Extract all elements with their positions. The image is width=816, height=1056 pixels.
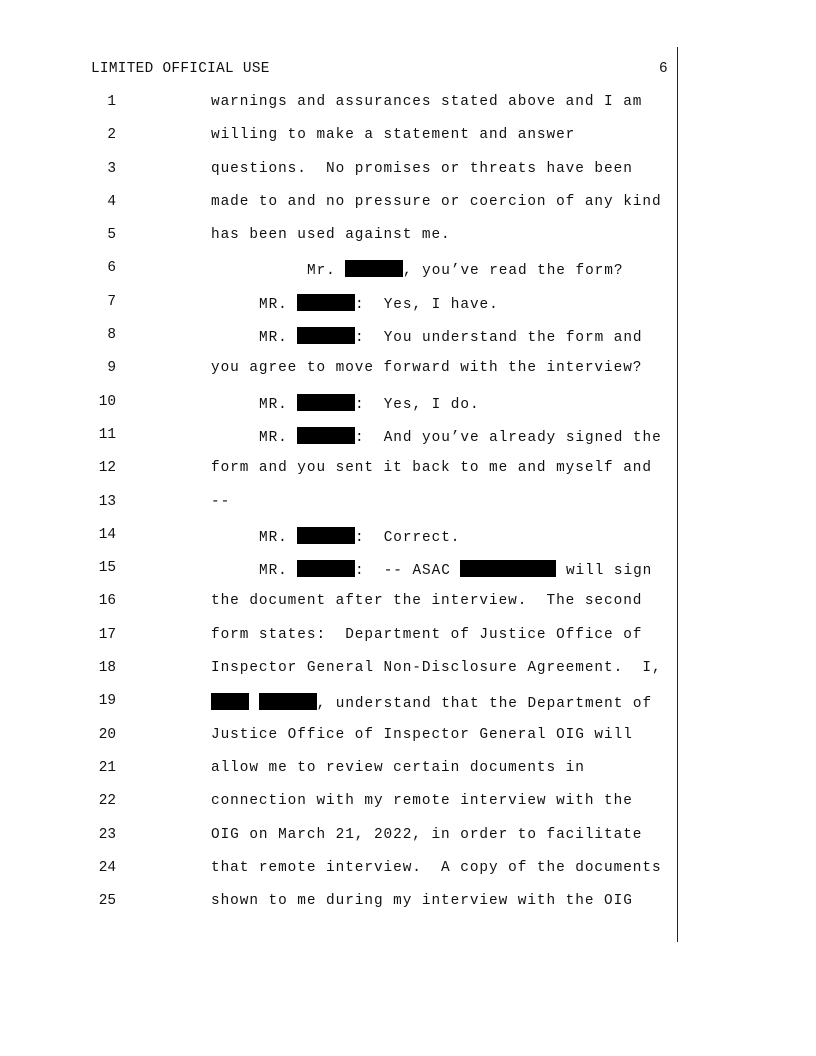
line-text: [211, 460, 652, 476]
line-text: [259, 560, 652, 579]
text-segment: made to and no pressure or coercion of any kind: [211, 193, 662, 210]
redaction-box: [297, 560, 355, 577]
text-segment: , you’ve read the form?: [402, 263, 624, 280]
transcript-line: [0, 161, 816, 194]
redaction-box: [460, 560, 556, 577]
transcript-line: [0, 227, 816, 260]
transcript-line: [0, 860, 816, 893]
text-segment: has been used against me.: [211, 227, 451, 244]
line-number: 18: [98, 660, 116, 677]
transcript-line: [0, 394, 816, 427]
text-segment: form states: Department of Justice Office of: [211, 626, 643, 643]
line-number: 5: [107, 227, 116, 244]
line-number: 23: [98, 826, 116, 843]
line-number: 6: [107, 260, 116, 277]
line-text: [211, 760, 585, 776]
text-segment: connection with my remote interview with the: [211, 793, 633, 810]
text-segment: : Correct.: [354, 529, 461, 546]
line-number: 19: [98, 693, 116, 710]
text-segment: that remote interview. A copy of the documents: [211, 859, 662, 876]
transcript-line: [0, 760, 816, 793]
text-segment: allow me to review certain documents in: [211, 759, 585, 776]
line-number: 14: [98, 526, 116, 543]
line-number: 3: [107, 160, 116, 177]
line-text: [211, 893, 633, 909]
line-number: 9: [107, 360, 116, 377]
redaction-box: [259, 693, 317, 710]
line-number: 15: [98, 560, 116, 577]
line-text: [259, 394, 480, 413]
line-number: 25: [98, 893, 116, 910]
transcript-line: [0, 360, 816, 393]
text-segment: : -- ASAC: [354, 563, 461, 580]
line-text: [211, 127, 575, 143]
page-number: 6: [659, 61, 668, 77]
text-segment: --: [211, 493, 231, 510]
transcript-line: [0, 627, 816, 660]
transcript-line: [0, 827, 816, 860]
line-text: [211, 660, 662, 676]
transcript-line: [0, 593, 816, 626]
transcript-line: [0, 660, 816, 693]
text-segment: [249, 696, 259, 712]
line-number: 7: [107, 293, 116, 310]
redaction-box: [297, 527, 355, 544]
line-text: [259, 427, 662, 446]
transcript-line: [0, 294, 816, 327]
text-segment: MR.: [259, 429, 298, 446]
transcript-line: [0, 427, 816, 460]
line-text: [307, 260, 623, 279]
line-number: 1: [107, 94, 116, 110]
redaction-box: [345, 260, 403, 277]
transcript-body: [0, 94, 816, 926]
text-segment: Justice Office of Inspector General OIG will: [211, 726, 633, 743]
redaction-box: [297, 427, 355, 444]
line-number: 16: [98, 593, 116, 610]
redaction-box: [211, 693, 249, 710]
text-segment: MR.: [259, 330, 298, 347]
line-number: 11: [98, 426, 116, 443]
line-number: 2: [107, 127, 116, 144]
line-text: [259, 294, 499, 313]
transcript-line: [0, 194, 816, 227]
transcript-line: [0, 793, 816, 826]
line-number: 17: [98, 626, 116, 643]
redaction-box: [297, 394, 355, 411]
transcript-line: [0, 693, 816, 726]
transcript-line: [0, 527, 816, 560]
text-segment: : And you’ve already signed the: [354, 429, 662, 446]
line-text: [211, 593, 642, 609]
transcript-line: [0, 127, 816, 160]
text-segment: the document after the interview. The second: [211, 593, 643, 610]
text-segment: : Yes, I have.: [354, 296, 499, 313]
line-text: [259, 327, 643, 346]
text-segment: : You understand the form and: [354, 330, 643, 347]
line-text: [211, 161, 633, 177]
transcript-line: [0, 260, 816, 293]
text-segment: you agree to move forward with the interview?: [211, 360, 643, 377]
line-number: 8: [107, 327, 116, 344]
line-text: [211, 793, 633, 809]
transcript-line: [0, 560, 816, 593]
line-number: 21: [98, 759, 116, 776]
line-text: [211, 227, 451, 243]
line-text: [211, 627, 642, 643]
transcript-line: [0, 494, 816, 527]
transcript-line: [0, 893, 816, 926]
line-number: 13: [98, 493, 116, 510]
text-segment: : Yes, I do.: [354, 396, 480, 413]
redaction-box: [297, 327, 355, 344]
line-text: [211, 360, 642, 376]
line-number: 10: [98, 393, 116, 410]
line-number: 22: [98, 793, 116, 810]
transcript-line: [0, 460, 816, 493]
text-segment: , understand that the Department of: [316, 696, 653, 713]
text-segment: warnings and assurances stated above and I am: [211, 94, 643, 110]
line-text: [211, 194, 662, 210]
text-segment: Inspector General Non-Disclosure Agreement. I,: [211, 660, 662, 677]
line-text: [211, 693, 652, 712]
text-segment: willing to make a statement and answer: [211, 127, 576, 144]
text-segment: form and you sent it back to me and myself and: [211, 460, 652, 477]
transcript-line: [0, 327, 816, 360]
line-text: [211, 860, 662, 876]
text-segment: MR.: [259, 563, 298, 580]
transcript-line: [0, 94, 816, 127]
text-segment: questions. No promises or threats have been: [211, 160, 633, 177]
text-segment: MR.: [259, 396, 298, 413]
line-number: 24: [98, 859, 116, 876]
line-number: 4: [107, 193, 116, 210]
line-text: [211, 727, 633, 743]
text-segment: will sign: [556, 563, 653, 580]
line-text: [211, 827, 642, 843]
text-segment: shown to me during my interview with the OIG: [211, 893, 633, 910]
line-number: 20: [98, 726, 116, 743]
line-text: [259, 527, 460, 546]
line-text: [211, 94, 642, 110]
line-text: [211, 494, 230, 510]
transcript-line: [0, 727, 816, 760]
text-segment: OIG on March 21, 2022, in order to facilitate: [211, 826, 643, 843]
text-segment: MR.: [259, 529, 298, 546]
classification-marking: LIMITED OFFICIAL USE: [91, 61, 270, 77]
text-segment: MR.: [259, 296, 298, 313]
text-segment: Mr.: [307, 263, 346, 280]
line-number: 12: [98, 460, 116, 477]
redaction-box: [297, 294, 355, 311]
